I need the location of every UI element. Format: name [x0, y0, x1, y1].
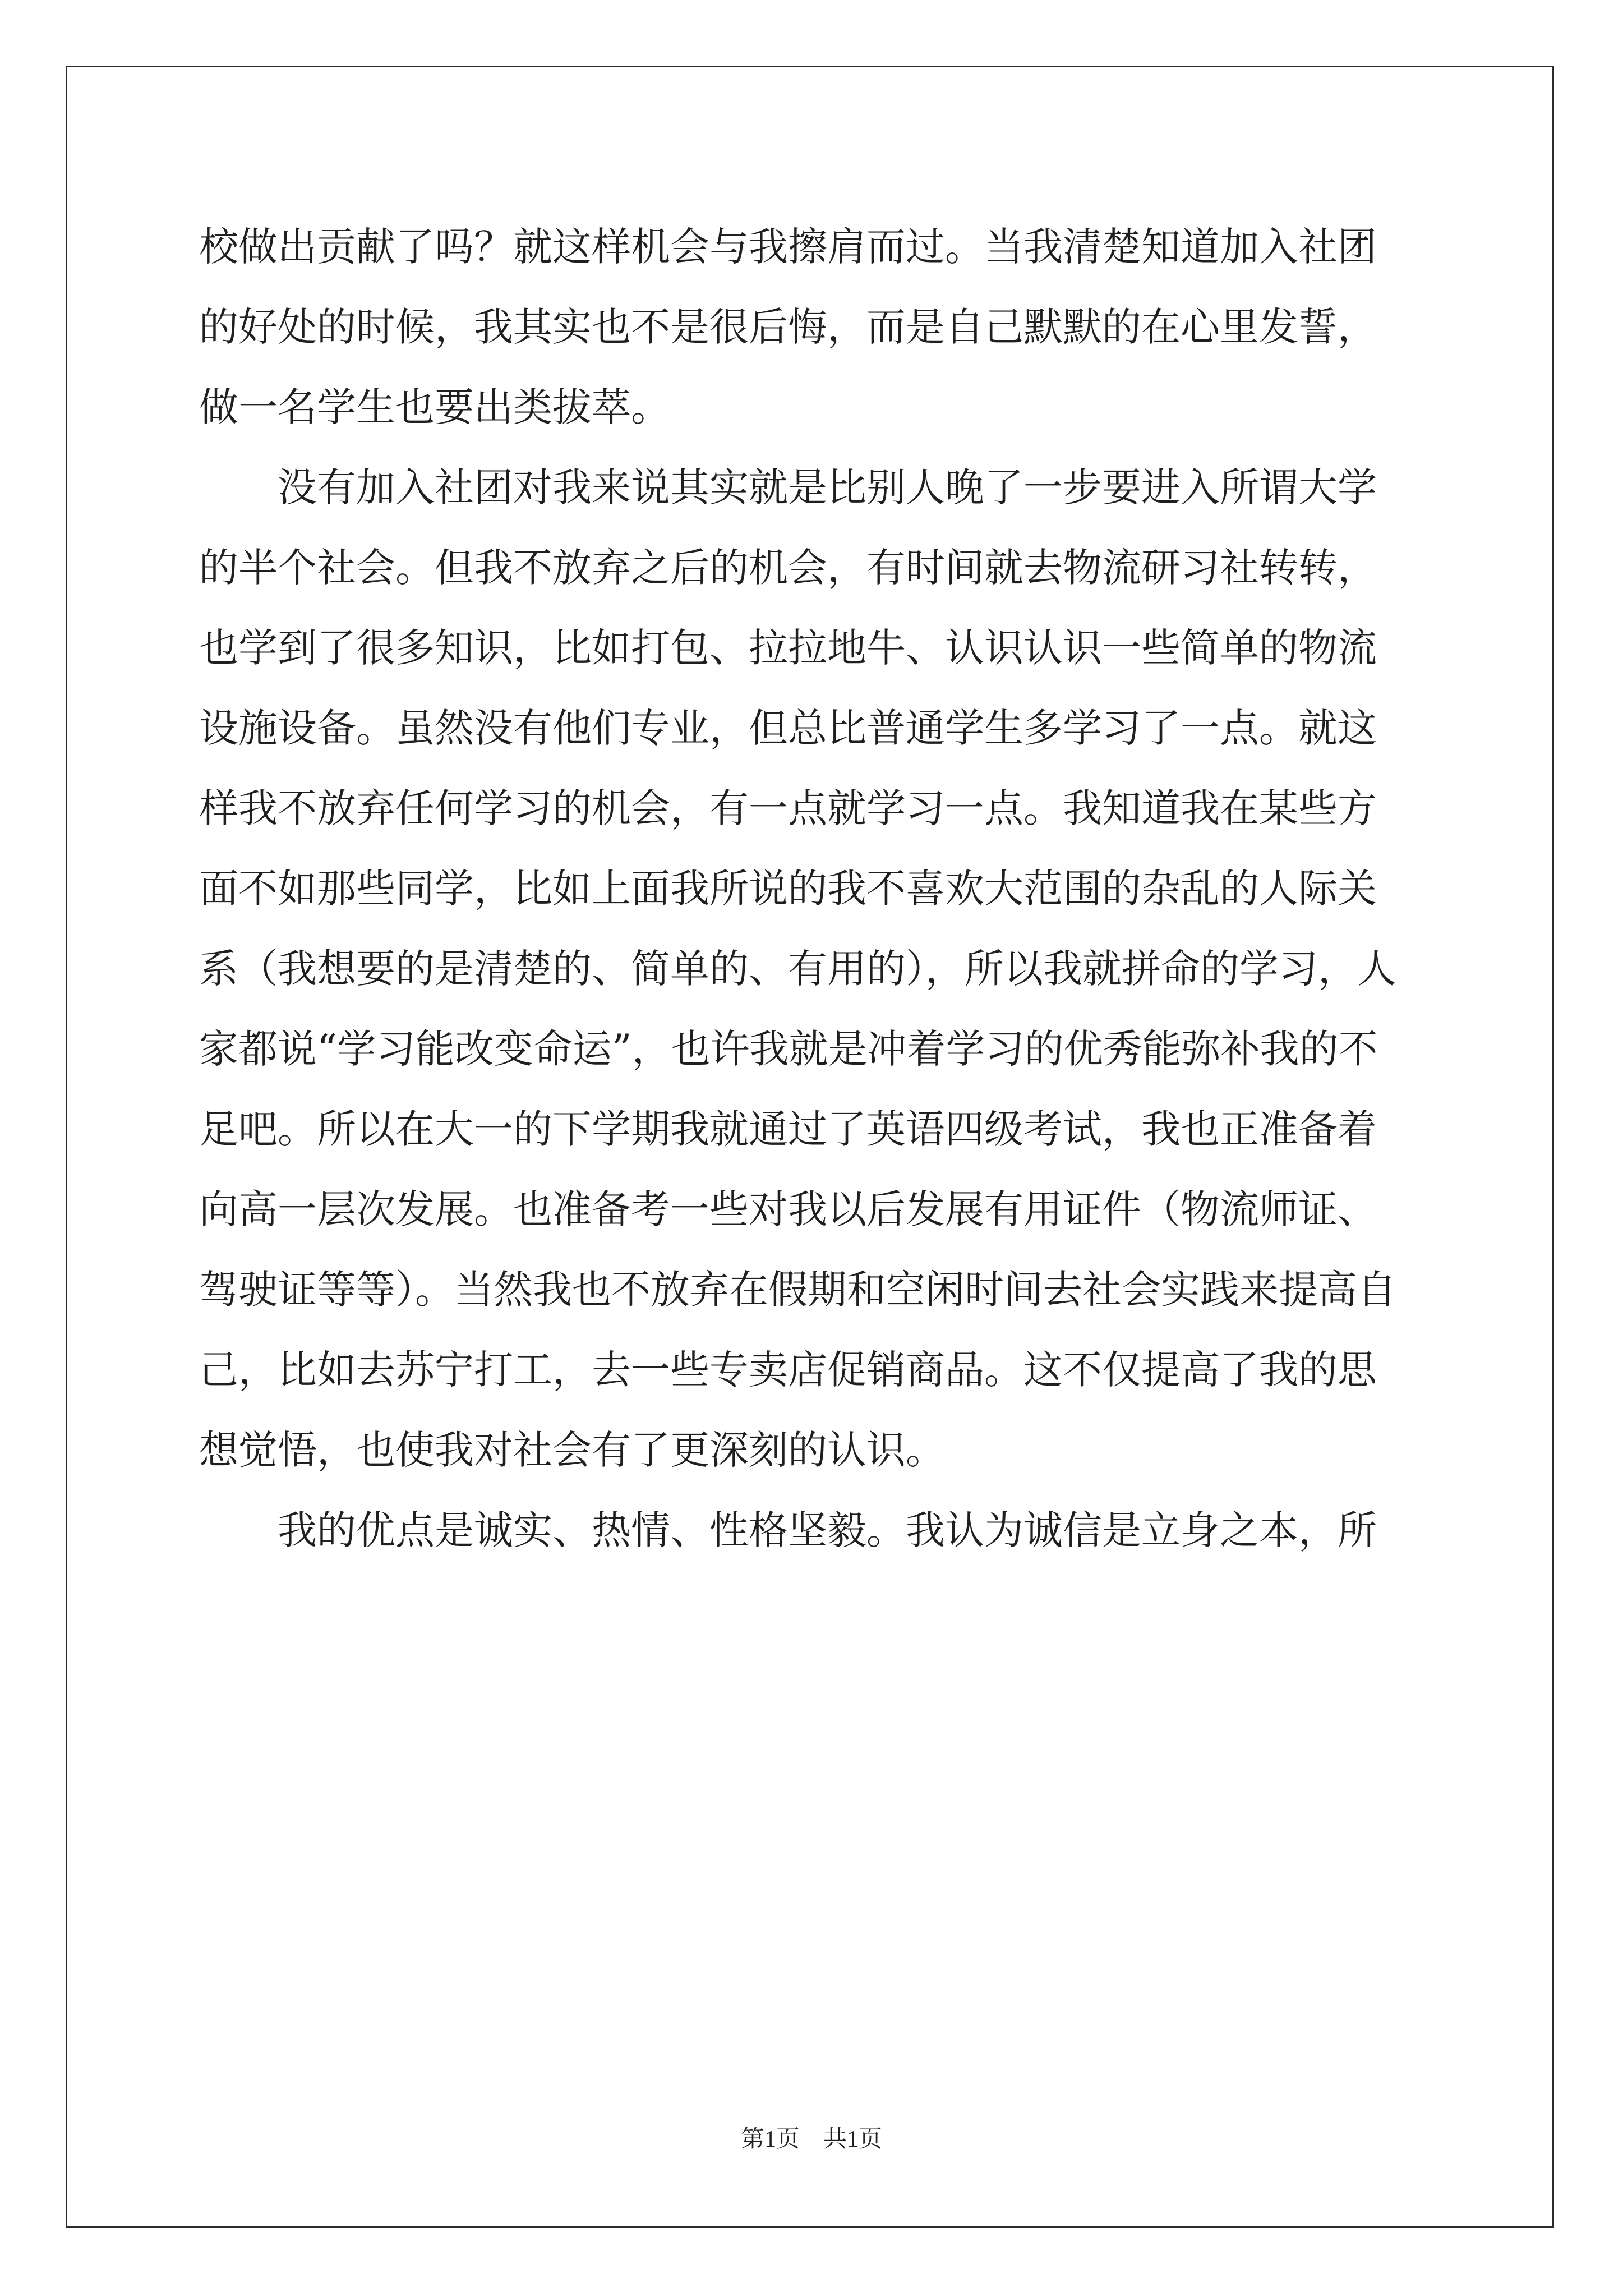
text-line: 做一名学生也要出类拔萃。 — [199, 384, 670, 430]
text-line: 面不如那些同学，比如上面我所说的我不喜欢大范围的杂乱的人际关 — [199, 866, 1377, 912]
text-line: 家都说“学习能改变命运”，也许我就是冲着学习的优秀能弥补我的不 — [199, 1026, 1378, 1072]
text-line: 校做出贡献了吗？就这样机会与我擦肩而过。当我清楚知道加入社团 — [199, 224, 1377, 270]
text-line: 设施设备。虽然没有他们专业，但总比普通学生多学习了一点。就这 — [199, 705, 1377, 751]
text-line: 也学到了很多知识，比如打包、拉拉地牛、认识认识一些简单的物流 — [199, 625, 1377, 671]
text-line: 的半个社会。但我不放弃之后的机会，有时间就去物流研习社转转， — [199, 545, 1377, 591]
paragraph-start-line: 没有加入社团对我来说其实就是比别人晚了一步要进入所谓大学 — [278, 464, 1377, 510]
text-line: 的好处的时候，我其实也不是很后悔，而是自己默默的在心里发誓， — [199, 304, 1377, 350]
text-line: 想觉悟，也使我对社会有了更深刻的认识。 — [199, 1427, 945, 1473]
text-line: 样我不放弃任何学习的机会，有一点就学习一点。我知道我在某些方 — [199, 785, 1377, 831]
page-footer: 第1页 共1页 — [740, 2127, 882, 2152]
text-line: 足吧。所以在大一的下学期我就通过了英语四级考试，我也正准备着 — [199, 1106, 1377, 1152]
text-line: 向高一层次发展。也准备考一些对我以后发展有用证件（物流师证、 — [199, 1186, 1377, 1232]
paragraph-start-line: 我的优点是诚实、热情、性格坚毅。我认为诚信是立身之本，所 — [278, 1507, 1377, 1553]
text-line: 驾驶证等等）。当然我也不放弃在假期和空闲时间去社会实践来提高自 — [199, 1267, 1396, 1313]
text-line: 系（我想要的是清楚的、简单的、有用的），所以我就拼命的学习，人 — [199, 946, 1396, 992]
text-line: 己，比如去苏宁打工，去一些专卖店促销商品。这不仅提高了我的思 — [199, 1347, 1377, 1393]
